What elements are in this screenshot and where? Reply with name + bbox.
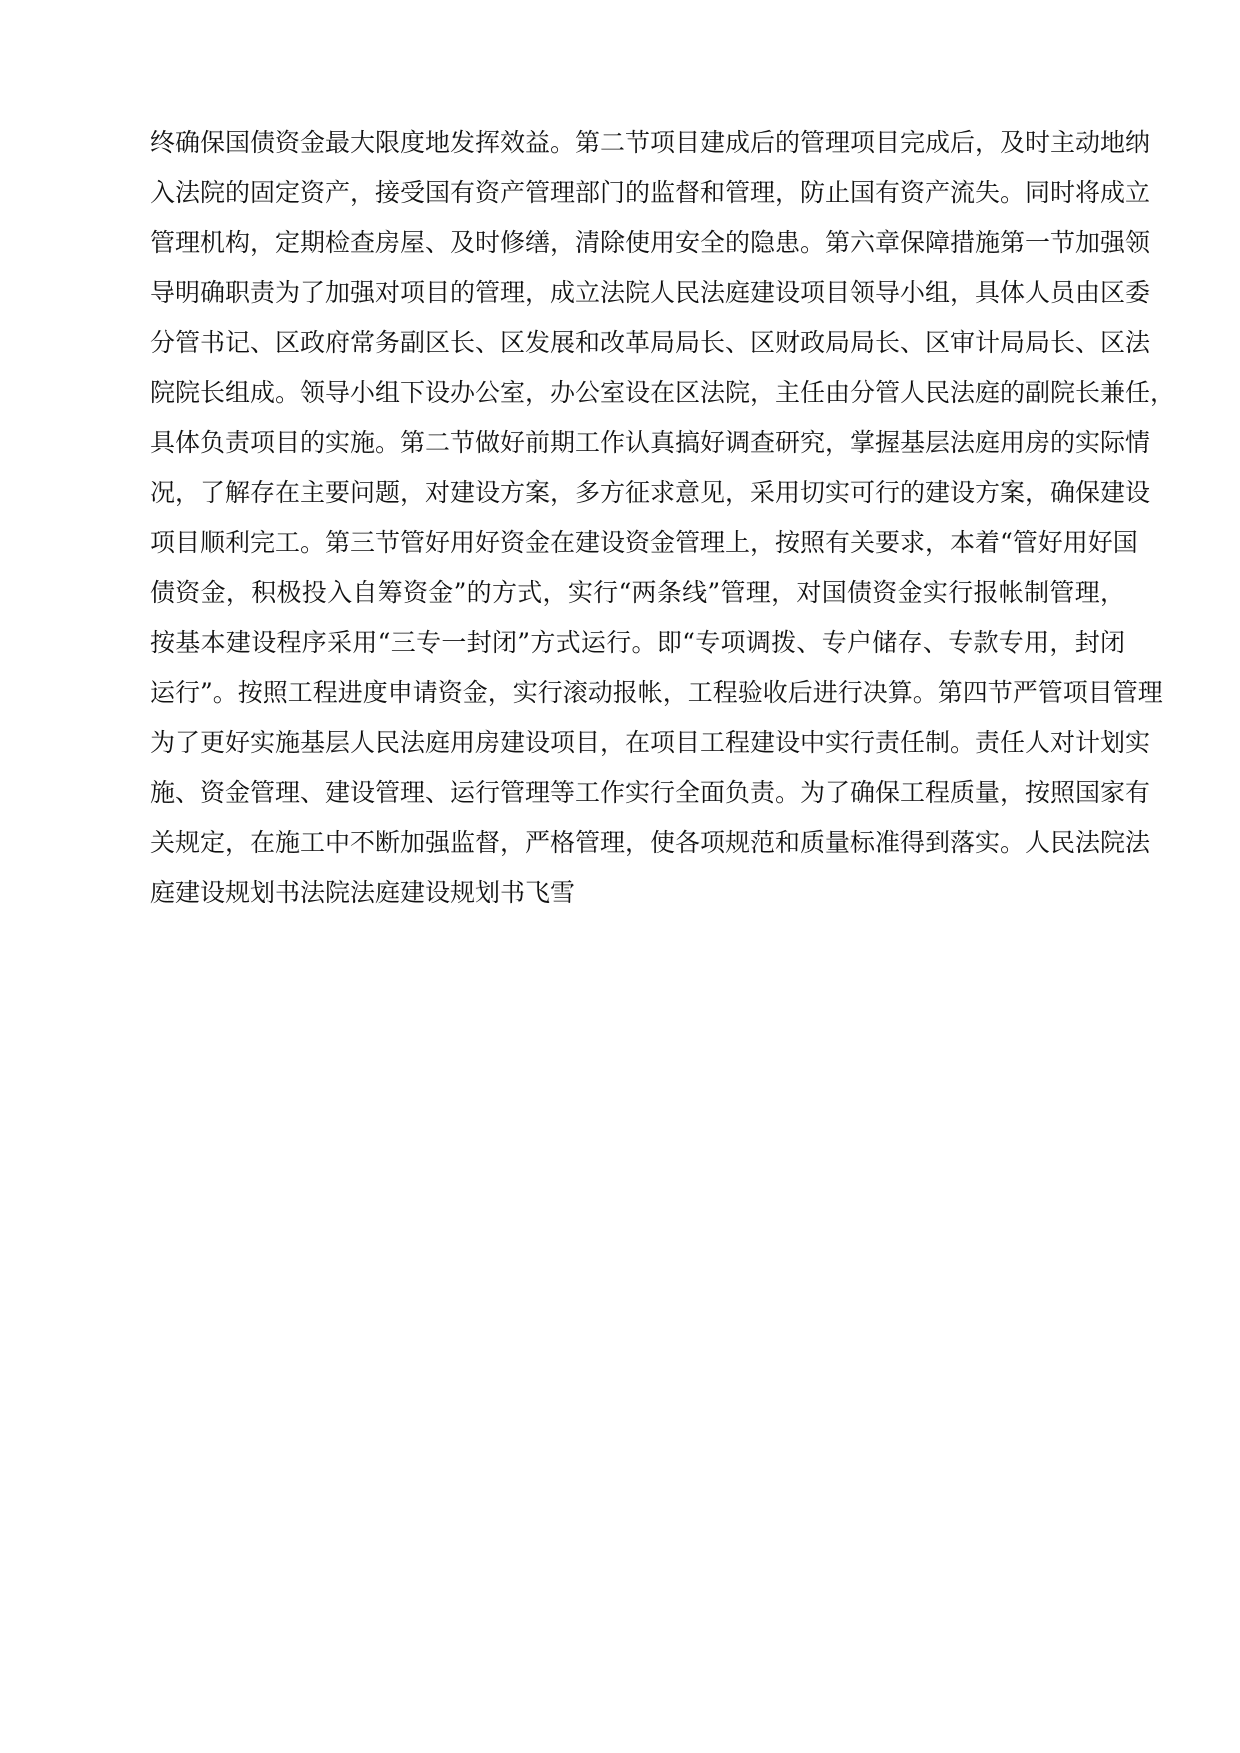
text-line: 为了更好实施基层人民法庭用房建设项目，在项目工程建设中实行责任制。责任人对计划实: [150, 728, 1151, 757]
text-line: 院院长组成。领导小组下设办公室，办公室设在区法院，主任由分管人民法庭的副院长兼任，: [150, 378, 1176, 407]
text-line: 导明确职责为了加强对项目的管理，成立法院人民法庭建设项目领导小组，具体人员由区委: [150, 278, 1151, 307]
text-line-last: 庭建设规划书法院法庭建设规划书飞雪: [150, 878, 576, 907]
text-line: 债资金，积极投入自筹资金”的方式，实行“两条线”管理，对国债资金实行报帐制管理，: [150, 578, 1125, 607]
text-line: 项目顺利完工。第三节管好用好资金在建设资金管理上，按照有关要求，本着“管好用好国: [150, 528, 1138, 557]
text-line: 运行”。按照工程进度申请资金，实行滚动报帐，工程验收后进行决算。第四节严管项目管理: [150, 678, 1163, 707]
text-line: 况，了解存在主要问题，对建设方案，多方征求意见，采用切实可行的建设方案，确保建设: [150, 478, 1151, 507]
text-line: 具体负责项目的实施。第二节做好前期工作认真搞好调查研究，掌握基层法庭用房的实际情: [150, 428, 1151, 457]
text-line: 关规定，在施工中不断加强监督，严格管理，使各项规范和质量标准得到落实。人民法院法: [150, 828, 1151, 857]
text-line: 分管书记、区政府常务副区长、区发展和改革局局长、区财政局局长、区审计局局长、区法: [150, 328, 1151, 357]
text-line: 入法院的固定资产，接受国有资产管理部门的监督和管理，防止国有资产流失。同时将成立: [150, 178, 1151, 207]
text-line: 按基本建设程序采用“三专一封闭”方式运行。即“专项调拨、专户储存、专款专用，封闭: [150, 628, 1125, 657]
text-line: 施、资金管理、建设管理、运行管理等工作实行全面负责。为了确保工程质量，按照国家有: [150, 778, 1151, 807]
text-line: 终确保国债资金最大限度地发挥效益。第二节项目建成后的管理项目完成后，及时主动地纳: [150, 128, 1151, 157]
body-text: [150, 118, 1176, 918]
text-line: 管理机构，定期检查房屋、及时修缮，清除使用安全的隐患。第六章保障措施第一节加强领: [150, 228, 1151, 257]
